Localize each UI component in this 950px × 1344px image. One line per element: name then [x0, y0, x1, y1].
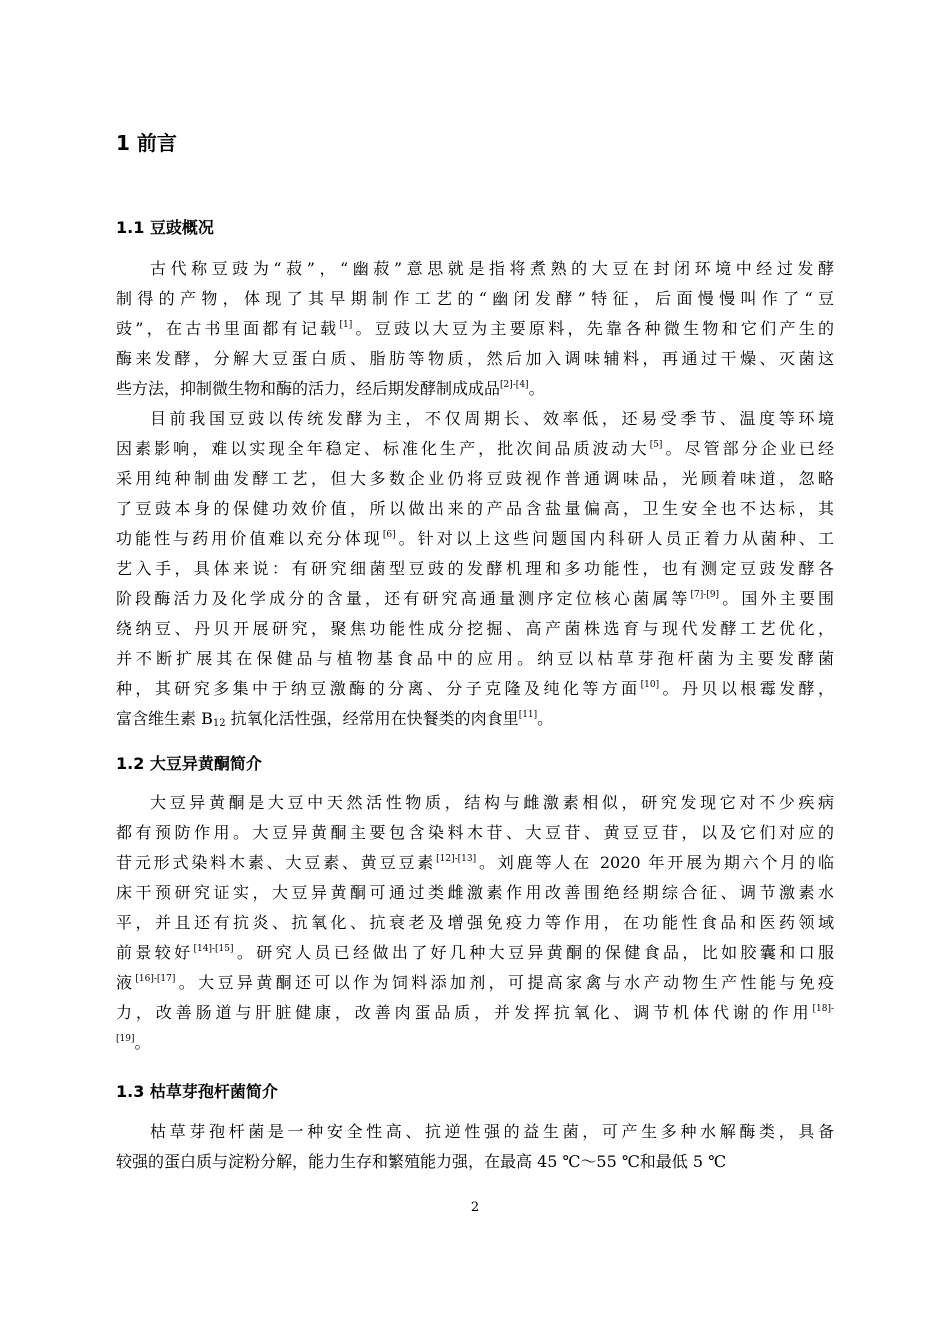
text-line: 了豆豉本身的保健功效价值，所以做出来的产品含盐量偏高，卫生安全也不达标，其 [116, 499, 834, 518]
chapter-heading: 1 前言 [116, 131, 177, 155]
text-line: 古代称豆豉为“菽”，“幽菽”意思就是指将煮熟的大豆在封闭环境中经过发酵 [150, 259, 834, 278]
text-line: 较强的蛋白质与淀粉分解，能力生存和繁殖能力强，在最高 45 ℃～55 ℃和最低 5 ℃ [116, 1152, 727, 1171]
citation-ref: [18]- [812, 1004, 834, 1014]
citation-ref: [7]-[9] [690, 590, 720, 600]
citation-ref: [14]-[15] [193, 944, 234, 954]
citation-ref: [10] [640, 680, 660, 690]
section-heading-1-2: 1.2 大豆异黄酮简介 [116, 754, 262, 773]
paragraph-isoflavone [116, 788, 834, 1058]
citation-ref: [19] [116, 1034, 135, 1044]
text-line: 艺入手，具体来说：有研究细菌型豆豉的发酵机理和多功能性，也有测定豆豉发酵各 [116, 559, 834, 578]
text-line: 富含维生素 $B_{12}$ 抗氧化活性强，经常用在快餐类的肉食里[11]。 [116, 709, 554, 729]
text-line: 都有预防作用。大豆异黄酮主要包含染料木苷、大豆苷、黄豆豆苷，以及它们对应的 [116, 823, 834, 842]
text-line: [19]。 [116, 1033, 151, 1052]
text-line: 并不断扩展其在保健品与植物基食品中的应用。纳豆以枯草芽孢杆菌为主要发酵菌 [116, 649, 834, 668]
text-line: 采用纯种制曲发酵工艺，但大多数企业仍将豆豉视作普通调味品，光顾着味道，忽略 [116, 469, 834, 488]
citation-ref: [1] [339, 320, 353, 330]
text-line: 酶来发酵，分解大豆蛋白质、脂肪等物质，然后加入调味辅料，再通过干燥、灭菌这 [116, 349, 834, 368]
citation-ref: [6] [382, 530, 396, 540]
subscript: 12 [212, 718, 226, 729]
page-number: 2 [470, 1200, 480, 1215]
citation-ref: [2]-[4] [500, 380, 529, 390]
paragraph-douchi-overview [116, 254, 834, 404]
citation-ref: [12]-[13] [436, 854, 477, 864]
text-line: 功能性与药用价值难以充分体现[6]。针对以上这些问题国内科研人员正着力从菌种、工 [116, 529, 834, 548]
text-line: 液[16]-[17]。大豆异黄酮还可以作为饲料添加剂，可提高家禽与水产动物生产性能与免疫 [116, 973, 834, 992]
text-line: 苷元形式染料木素、大豆素、黄豆豆素[12]-[13]。刘鹿等人在 2020 年开展为期六个月的临 [116, 853, 834, 872]
text-line: 制得的产物，体现了其早期制作工艺的“幽闭发酵”特征，后面慢慢叫作了“豆 [116, 289, 834, 308]
paragraph-bacillus-subtilis [116, 1117, 834, 1177]
text-line: 豉”，在古书里面都有记载[1]。豆豉以大豆为主要原料，先靠各种微生物和它们产生的 [116, 319, 834, 338]
paragraph-douchi-research [116, 404, 834, 734]
citation-ref: [16]-[17] [135, 974, 176, 984]
text-line: 力，改善肠道与肝脏健康，改善肉蛋品质，并发挥抗氧化、调节机体代谢的作用$^{[18]-}$ [116, 1003, 834, 1022]
section-heading-1-1: 1.1 豆豉概况 [116, 218, 214, 237]
text-line: 大豆异黄酮是大豆中天然活性物质，结构与雌激素相似，研究发现它对不少疾病 [150, 793, 834, 812]
text-line: 平，并且还有抗炎、抗氧化、抗衰老及增强免疫力等作用，在功能性食品和医药领域 [116, 913, 834, 932]
text-line: 些方法，抑制微生物和酶的活力，经后期发酵制成成品[2]-[4]。 [116, 379, 545, 398]
text-line: 前景较好[14]-[15]。研究人员已经做出了好几种大豆异黄酮的保健食品，比如胶囊和口服 [116, 943, 834, 962]
text-line: 绕纳豆、丹贝开展研究，聚焦功能性成分挖掘、高产菌株选育与现代发酵工艺优化， [116, 619, 834, 638]
text-line: 床干预研究证实，大豆异黄酮可通过类雌激素作用改善围绝经期综合征、调节激素水 [116, 883, 834, 902]
text-line: 枯草芽孢杆菌是一种安全性高、抗逆性强的益生菌，可产生多种水解酶类，具备 [150, 1122, 834, 1141]
citation-ref: [11] [518, 710, 538, 720]
text-line: 种，其研究多集中于纳豆激酶的分离、分子克隆及纯化等方面[10]。丹贝以根霉发酵， [116, 679, 834, 698]
text-line: 阶段酶活力及化学成分的含量，还有研究高通量测序定位核心菌属等[7]-[9]。国外主要围 [116, 589, 834, 608]
section-heading-1-3: 1.3 枯草芽孢杆菌简介 [116, 1082, 278, 1101]
citation-ref: [5] [649, 440, 663, 450]
text-line: 因素影响，难以实现全年稳定、标准化生产，批次间品质波动大[5]。尽管部分企业已经 [116, 439, 834, 458]
text-line: 目前我国豆豉以传统发酵为主，不仅周期长、效率低，还易受季节、温度等环境 [150, 409, 834, 428]
